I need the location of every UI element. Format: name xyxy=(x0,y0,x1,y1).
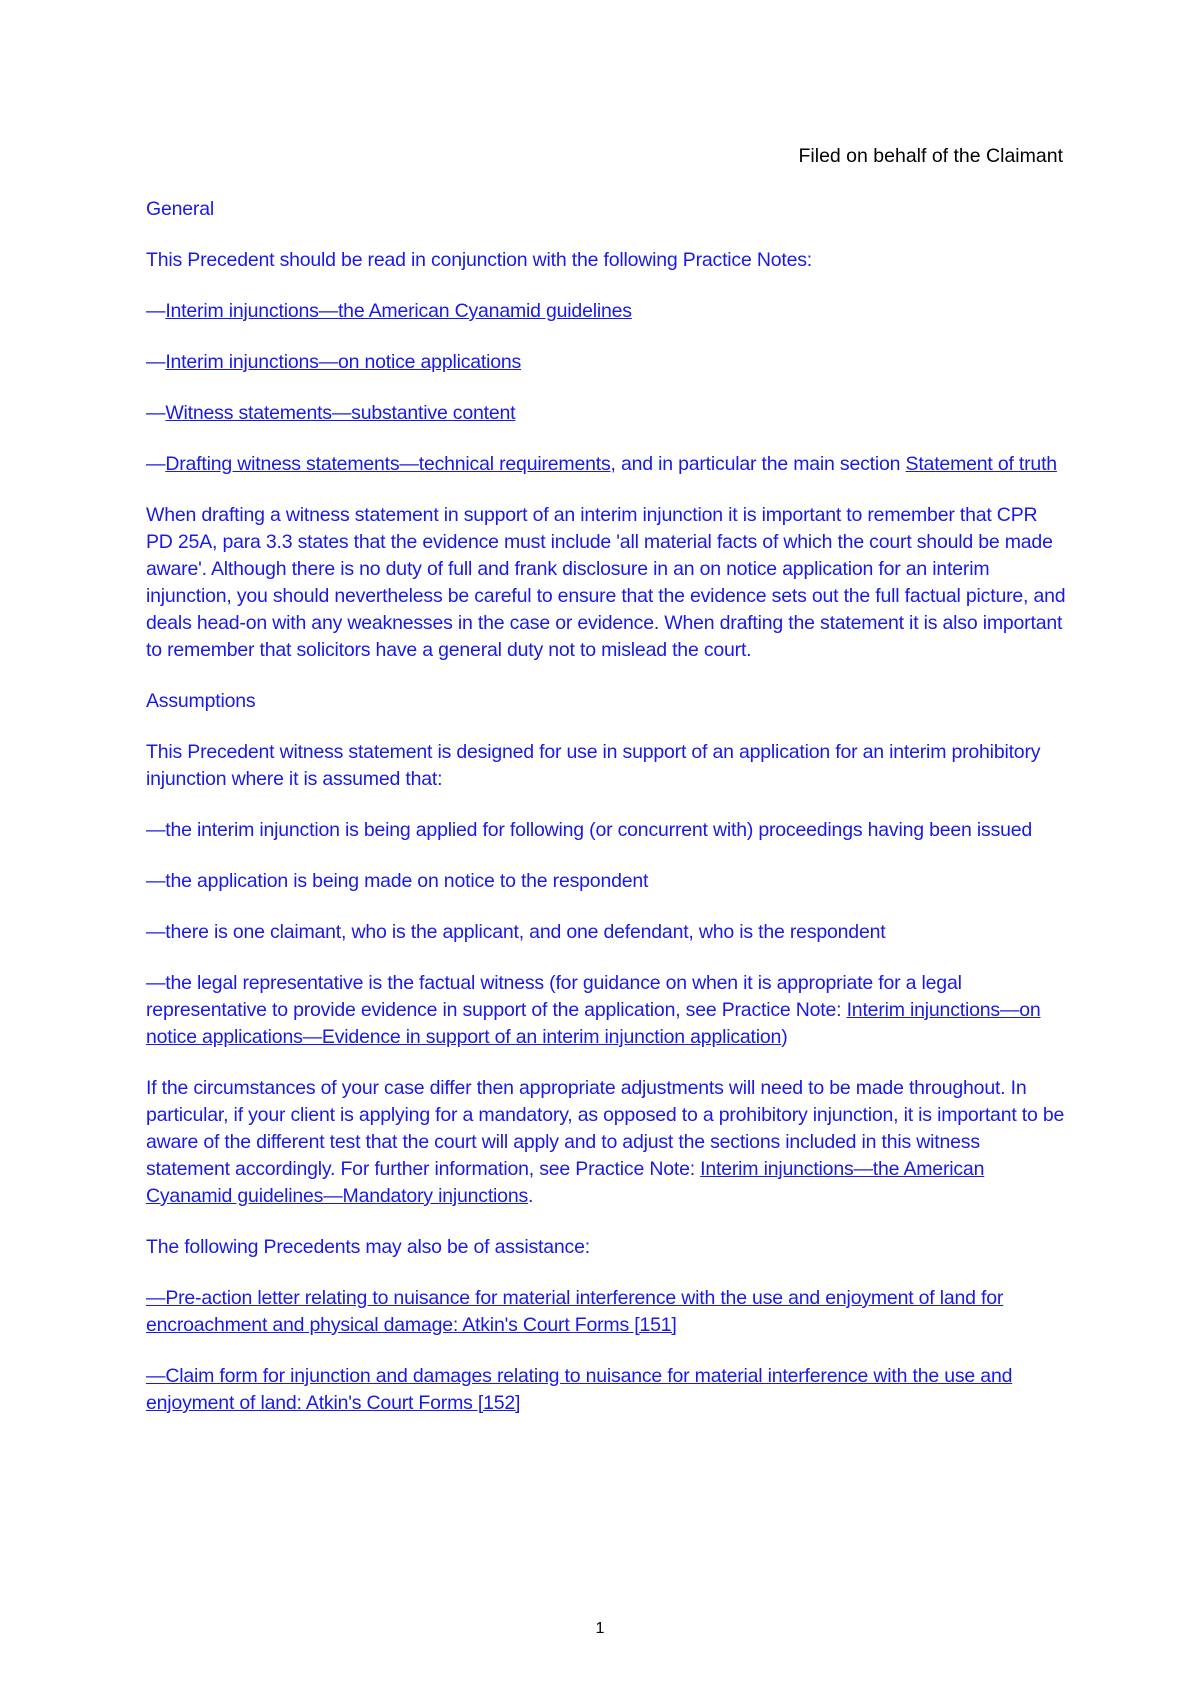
practice-note-item xyxy=(146,451,1066,478)
practice-note-link-on-notice[interactable]: Interim injunctions—on notice applications xyxy=(165,351,522,373)
general-paragraph: When drafting a witness statement in support of an interim injunction it is important to remember that CPR PD 25A, para 3.3 states that the evidence must include 'all material facts of which the court should be made aware'. Although there is no duty of full and frank disclosure in an on notice application for an interim injunction, you should nevertheless be careful to ensure that the evidence sets out the full factual picture, and deals head-on with any weaknesses in the case or evidence. When drafting the statement it is also important to remember that solicitors have a general duty not to mislead the court. xyxy=(146,504,1066,661)
closing-paren: ) xyxy=(781,1026,788,1048)
adjustments-text: If the circumstances of your case differ then appropriate adjustments will need to be made throughout. In particular, if your client is applying for a mandatory, as opposed to a prohibitory injunction, it is important to be aware of the different test that the court will apply and to adjust the sections included in this witness statement accordingly. For further information, see Practice Note: xyxy=(146,1077,1065,1180)
dash: — xyxy=(146,351,166,373)
precedent-link-claim-form[interactable] xyxy=(146,1365,1012,1414)
precedent-link-text: Pre-action letter relating to nuisance for material interference with the use and enjoyment of land for encroachment and physical damage: Atkin's Court Forms [151] xyxy=(146,1287,1004,1336)
assumption-item: —there is one claimant, who is the applicant, and one defendant, who is the respondent xyxy=(146,921,886,943)
section-heading-assumptions: Assumptions xyxy=(146,690,256,712)
practice-note-item xyxy=(146,349,1066,376)
practice-note-suffix: , and in particular the main section xyxy=(610,453,906,475)
assumptions-intro: This Precedent witness statement is designed for use in support of an application for an interim prohibitory injunction where it is assumed that: xyxy=(146,741,1041,790)
precedent-link-pre-action-letter[interactable] xyxy=(146,1287,1003,1336)
section-heading-general: General xyxy=(146,198,214,220)
assumption-item xyxy=(146,970,1066,1051)
precedent-item xyxy=(146,1363,1066,1417)
dash: — xyxy=(146,1365,166,1387)
general-intro: This Precedent should be read in conjunction with the following Practice Notes: xyxy=(146,249,812,271)
mandatory-injunctions-link[interactable]: Interim injunctions—the American Cyanamid guidelines—Mandatory injunctions xyxy=(146,1158,985,1207)
dash: — xyxy=(146,1287,166,1309)
page-number: 1 xyxy=(595,1620,605,1637)
assumption-text: —the legal representative is the factual witness (for guidance on when it is appropriate for a legal representative to provide evidence in support of the application, see Practice Note: xyxy=(146,972,962,1021)
filed-on-behalf-label: Filed on behalf of the Claimant xyxy=(798,145,1063,167)
practice-note-item xyxy=(146,400,1066,427)
precedent-link-text: Claim form for injunction and damages relating to nuisance for material interference with the use and enjoyment of land: Atkin's Court Forms [152] xyxy=(146,1365,1013,1414)
precedents-intro: The following Precedents may also be of assistance: xyxy=(146,1236,590,1258)
assumption-item: —the interim injunction is being applied for following (or concurrent with) proceedings having been issued xyxy=(146,819,1033,841)
evidence-in-support-link[interactable]: Interim injunctions—on notice applications—Evidence in support of an interim injunction application xyxy=(146,999,1041,1048)
adjustments-paragraph xyxy=(146,1075,1066,1210)
period: . xyxy=(528,1185,534,1207)
document-body xyxy=(146,196,1066,1441)
dash: — xyxy=(146,402,166,424)
practice-note-link-witness-statements[interactable]: Witness statements—substantive content xyxy=(165,402,516,424)
dash: — xyxy=(146,300,166,322)
statement-of-truth-link[interactable]: Statement of truth xyxy=(905,453,1057,475)
precedent-item xyxy=(146,1285,1066,1339)
dash: — xyxy=(146,453,166,475)
assumption-item: —the application is being made on notice to the respondent xyxy=(146,870,649,892)
practice-note-link-american-cyanamid[interactable]: Interim injunctions—the American Cyanamid guidelines xyxy=(165,300,632,322)
practice-note-link-drafting[interactable]: Drafting witness statements—technical requirements xyxy=(165,453,611,475)
practice-note-item xyxy=(146,298,1066,325)
